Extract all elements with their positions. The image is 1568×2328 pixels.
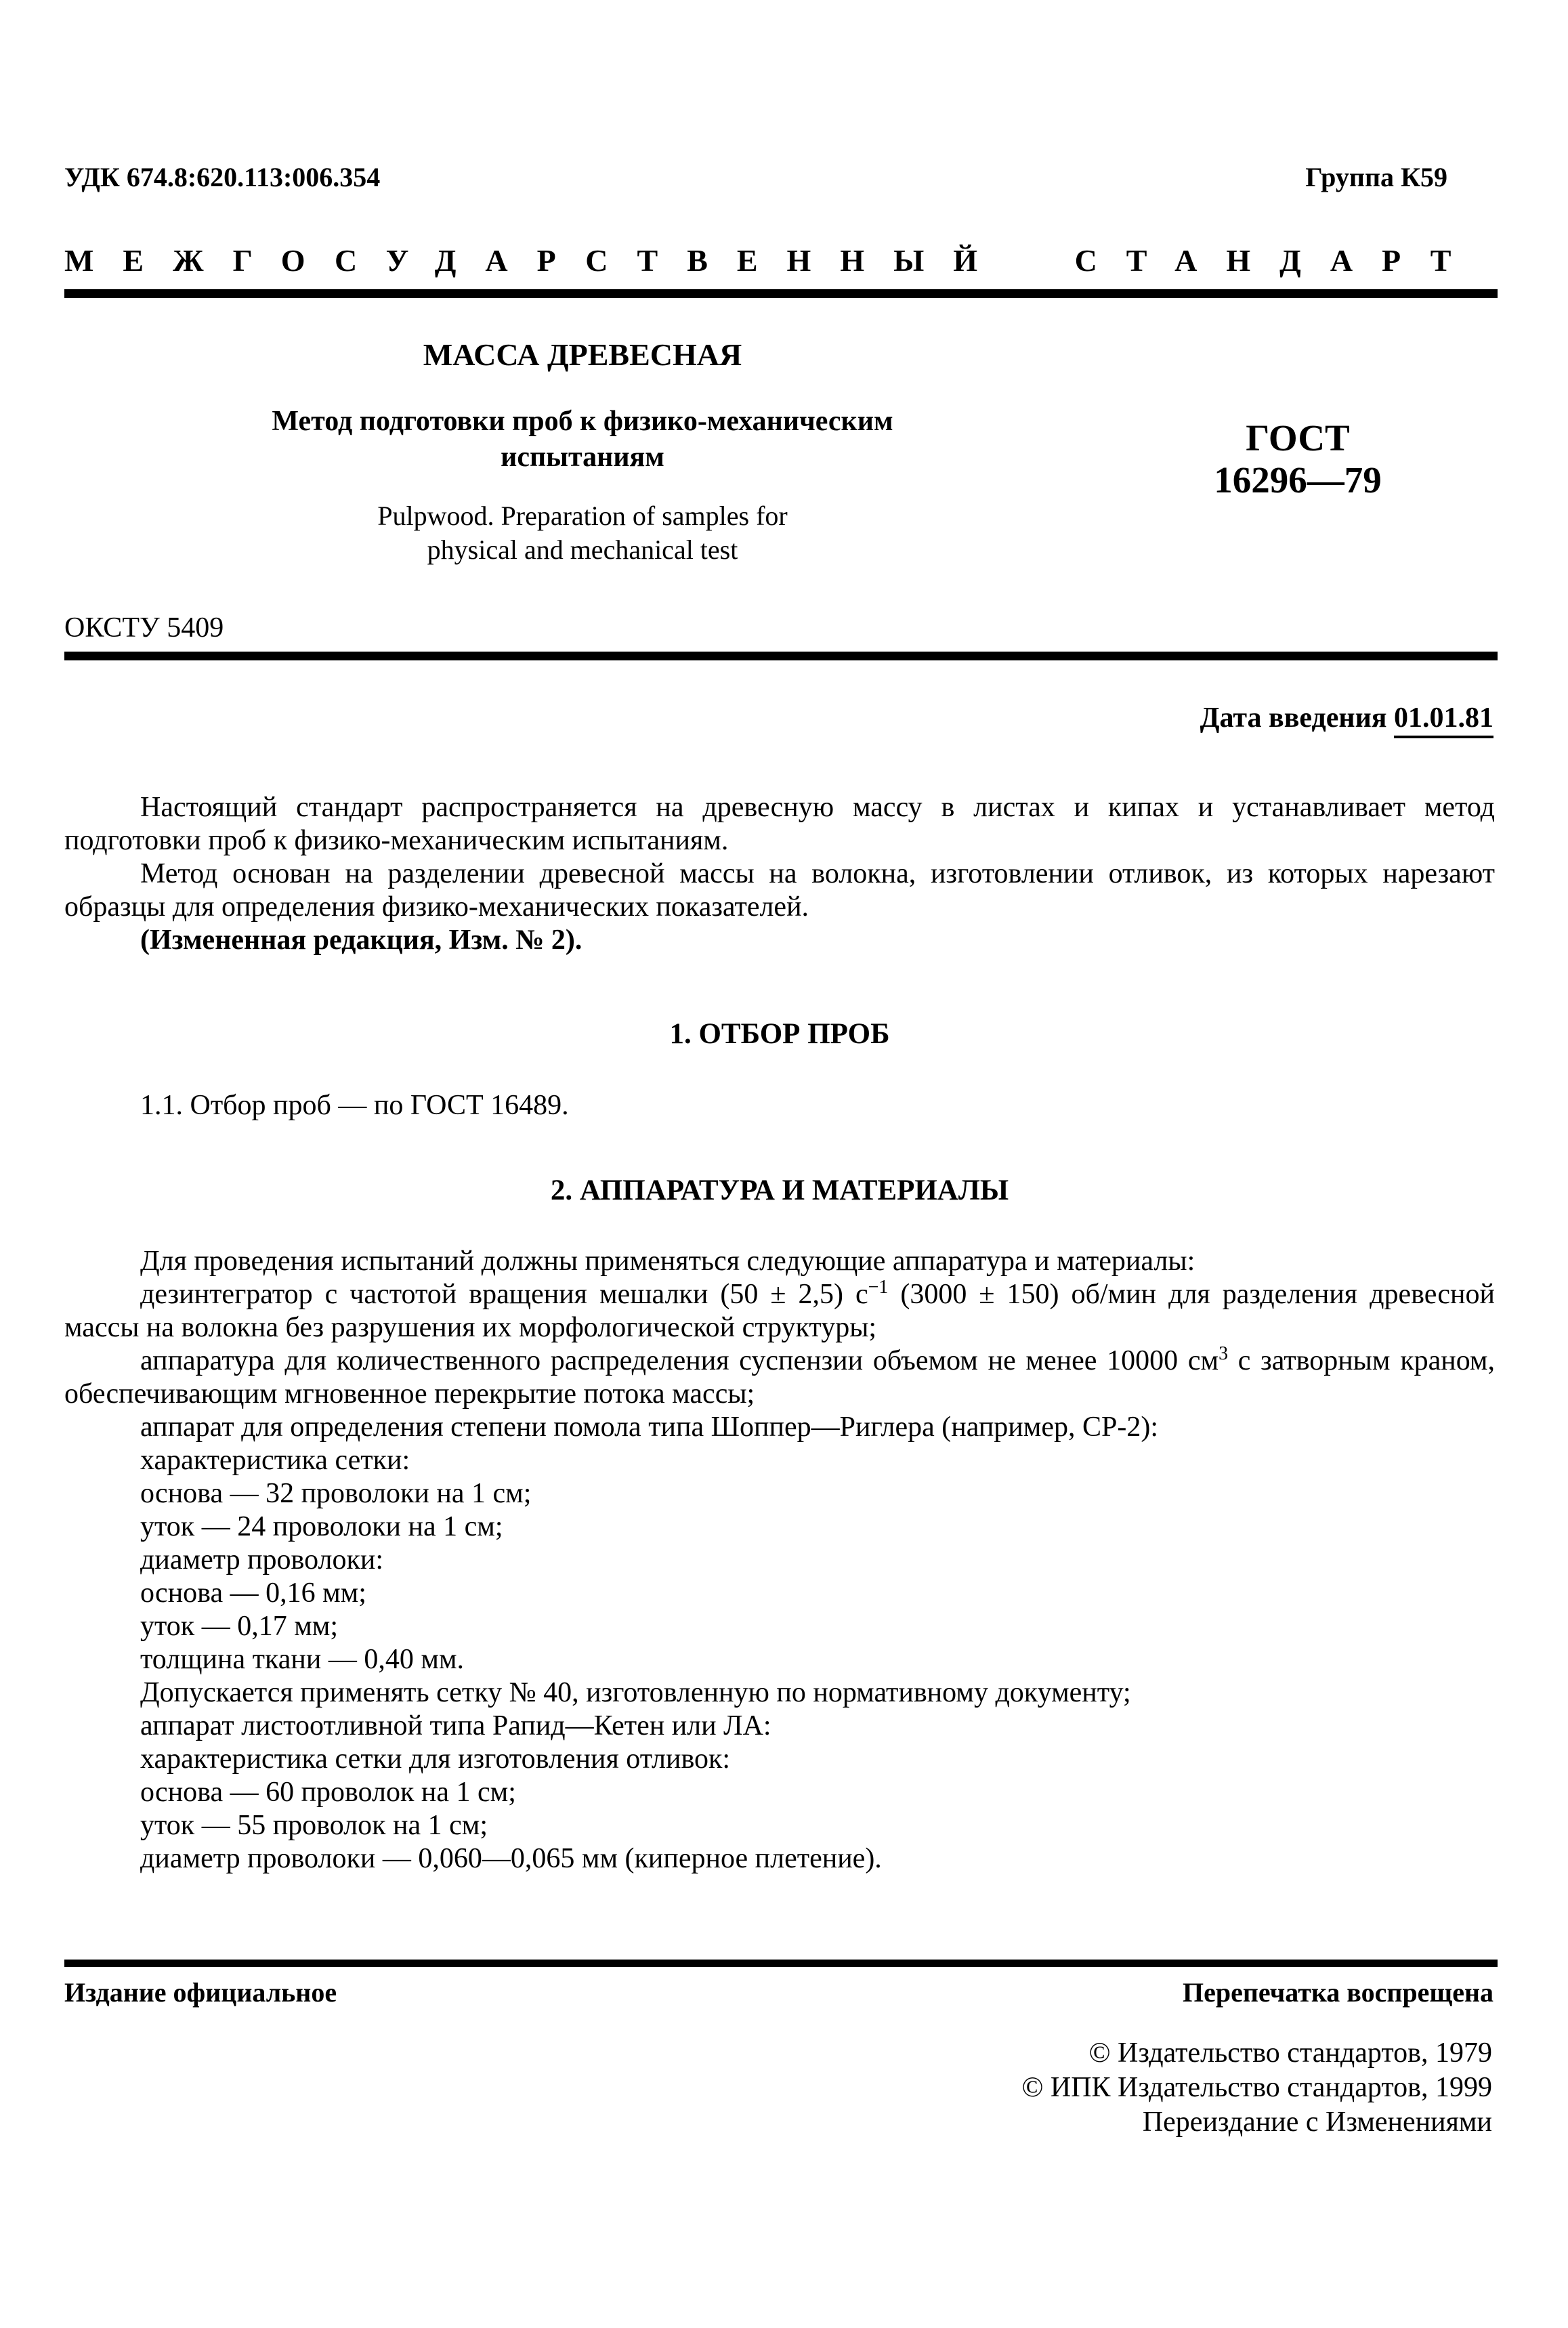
document-subtitle-ru bbox=[64, 404, 1101, 475]
suspension-exponent: 3 bbox=[1219, 1343, 1229, 1364]
equipment-item: диаметр проволоки — 0,060—0,065 мм (киперное плетение). bbox=[140, 1843, 882, 1874]
section-2-heading: 2. АППАРАТУРА И МАТЕРИАЛЫ bbox=[550, 1174, 1009, 1206]
equipment-item-suspension bbox=[64, 1345, 1495, 1411]
section-2-block bbox=[64, 1245, 1495, 1876]
equipment-item: уток — 55 проволок на 1 см; bbox=[140, 1810, 488, 1841]
footer-rule bbox=[64, 1960, 1498, 1967]
gost-designation-line-2: 16296—79 bbox=[1214, 459, 1382, 501]
equipment-item: толщина ткани — 0,40 мм. bbox=[140, 1644, 465, 1675]
subtitle-en-line-2: physical and mechanical test bbox=[427, 534, 738, 565]
equipment-item: уток — 0,17 мм; bbox=[140, 1611, 339, 1642]
subtitle-ru-line-1: Метод подготовки проб к физико-механическим bbox=[272, 406, 893, 437]
equipment-item: основа — 32 проволоки на 1 см; bbox=[140, 1478, 532, 1509]
equipment-item: диаметр проволоки: bbox=[140, 1544, 384, 1575]
equipment-item: аппарат листоотливной типа Рапид—Кетен или ЛА: bbox=[140, 1710, 771, 1741]
reprint-prohibited-label: Перепечатка воспрещена bbox=[1183, 1977, 1493, 2008]
equipment-item: основа — 0,16 мм; bbox=[140, 1578, 366, 1609]
subtitle-en-line-1: Pulpwood. Preparation of samples for bbox=[377, 501, 788, 531]
title-column bbox=[64, 337, 1101, 567]
subtitle-ru-line-2: испытаниям bbox=[501, 442, 664, 473]
amendment-note: (Измененная редакция, Изм. № 2). bbox=[140, 925, 582, 956]
copyright-line-1: © Издательство стандартов, 1979 bbox=[1088, 2037, 1492, 2069]
document-title: МАССА ДРЕВЕСНАЯ bbox=[423, 337, 742, 372]
intro-paragraph-1: Настоящий стандарт распространяется на древесную массу в листах и кипах и устанавливает метод подготовки проб к физико-механическим испытаниям. bbox=[64, 792, 1495, 856]
disintegrator-text-post: (3000 ± 150) об/мин для разделения древесной массы на волокна без разрушения их морфологической структуры; bbox=[64, 1279, 1495, 1343]
section-2-intro: Для проведения испытаний должны применяться следующие аппаратура и материалы: bbox=[140, 1246, 1195, 1277]
equipment-item: характеристика сетки для изготовления отливок: bbox=[140, 1743, 731, 1775]
disintegrator-text-pre: дезинтегратор с частотой вращения мешалки (50 ± 2,5) с bbox=[140, 1279, 868, 1310]
equipment-item: характеристика сетки: bbox=[140, 1445, 410, 1476]
equipment-item: аппарат для определения степени помола типа Шоппер—Риглера (например, СР-2): bbox=[140, 1412, 1159, 1443]
designation-column bbox=[1101, 337, 1495, 567]
header-rule bbox=[64, 652, 1498, 660]
title-block bbox=[64, 337, 1495, 567]
official-edition-label: Издание официальное bbox=[64, 1977, 337, 2008]
clause-1-1-block bbox=[64, 1089, 1495, 1122]
effective-date-value: 01.01.81 bbox=[1394, 702, 1493, 738]
banner-rule bbox=[64, 289, 1498, 298]
section-1-heading: 1. ОТБОР ПРОБ bbox=[669, 1018, 890, 1050]
equipment-item: Допускается применять сетку № 40, изготовленную по нормативному документу; bbox=[140, 1677, 1131, 1708]
intro-paragraph-2: Метод основан на разделении древесной массы на волокна, изготовлении отливок, из которых нарезают образцы для определения физико-механических показателей. bbox=[64, 858, 1495, 923]
copyright-line-2: © ИПК Издательство стандартов, 1999 bbox=[1021, 2072, 1492, 2103]
equipment-item: основа — 60 проволок на 1 см; bbox=[140, 1777, 516, 1808]
okstu-code: ОКСТУ 5409 bbox=[64, 612, 224, 643]
gost-designation-line-1: ГОСТ bbox=[1246, 417, 1350, 459]
intro-block bbox=[64, 791, 1495, 957]
equipment-item: уток — 24 проволоки на 1 см; bbox=[140, 1511, 503, 1542]
effective-date-label: Дата введения bbox=[1200, 702, 1387, 734]
group-code: Группа К59 bbox=[1305, 162, 1447, 192]
equipment-item-disintegrator bbox=[64, 1278, 1495, 1345]
gost-designation bbox=[1101, 417, 1495, 501]
clause-1-1: 1.1. Отбор проб — по ГОСТ 16489. bbox=[140, 1090, 569, 1121]
document-subtitle-en bbox=[64, 499, 1101, 567]
effective-date-row bbox=[64, 702, 1493, 734]
standard-banner: МЕЖГОСУДАРСТВЕННЫЙ СТАНДАРТ bbox=[64, 243, 1481, 278]
top-meta-row bbox=[64, 161, 1495, 193]
disintegrator-exponent: −1 bbox=[868, 1277, 889, 1298]
copyright-block bbox=[64, 2036, 1492, 2140]
udk-code: УДК 674.8:620.113:006.354 bbox=[64, 162, 381, 192]
copyright-line-3: Переиздание с Изменениями bbox=[1142, 2107, 1492, 2138]
suspension-text-pre: аппаратура для количественного распределения суспензии объемом не менее 10000 см bbox=[140, 1345, 1219, 1376]
footer-row bbox=[64, 1976, 1493, 2008]
suspension-text-post: с затворным краном, обеспечивающим мгновенное перекрытие потока массы; bbox=[64, 1345, 1495, 1410]
